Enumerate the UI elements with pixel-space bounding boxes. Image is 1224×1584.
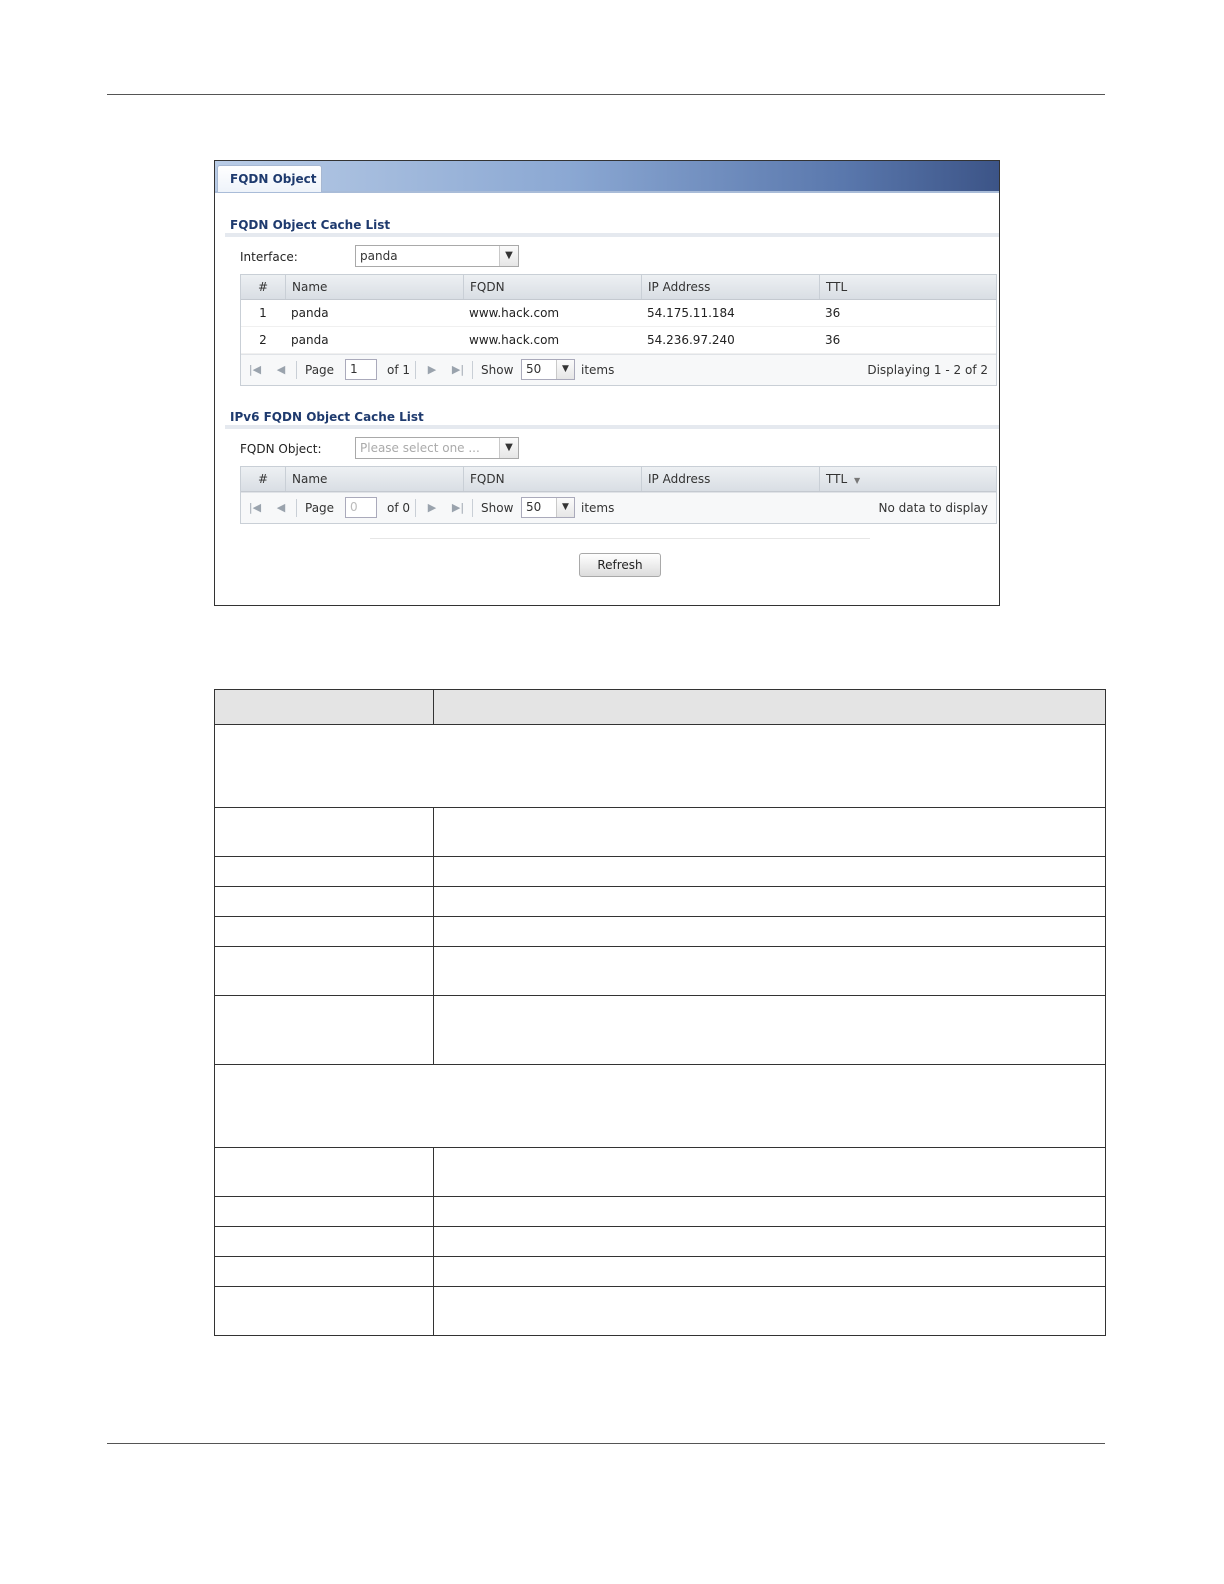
table-row xyxy=(215,1227,1106,1257)
interface-select-value: panda xyxy=(360,249,398,263)
row-ip-address: 54.236.97.240 xyxy=(647,333,735,347)
tab-fqdn-object[interactable]: FQDN Object xyxy=(217,165,322,192)
items-label: items xyxy=(581,501,615,515)
ipv6-fqdn-cache-list-title: IPv6 FQDN Object Cache List xyxy=(230,410,424,424)
first-page-icon[interactable]: |◀ xyxy=(248,363,262,376)
section-divider xyxy=(225,233,999,237)
column-header-fqdn[interactable]: FQDN xyxy=(463,275,641,299)
show-label: Show xyxy=(481,501,514,515)
fqdn-object-panel xyxy=(214,160,1000,606)
pager-separator xyxy=(415,361,416,379)
table-cell xyxy=(215,947,434,996)
refresh-button[interactable]: Refresh xyxy=(579,553,661,577)
table-cell xyxy=(434,857,1106,887)
table-cell xyxy=(215,725,1106,808)
show-label: Show xyxy=(481,363,514,377)
chevron-down-icon[interactable]: ▼ xyxy=(556,360,574,379)
row-fqdn: www.hack.com xyxy=(469,333,560,347)
row-number: 2 xyxy=(259,333,267,347)
table-header xyxy=(241,467,996,492)
row-ttl: 36 xyxy=(825,333,841,347)
table-row xyxy=(215,808,1106,857)
fqdn-object-select[interactable] xyxy=(355,437,519,459)
page-number-input[interactable]: 0 xyxy=(345,497,377,518)
interface-select[interactable] xyxy=(355,245,519,267)
table-cell xyxy=(215,1197,434,1227)
column-header-ttl-label: TTL xyxy=(826,472,848,486)
table-cell xyxy=(434,917,1106,947)
table-row xyxy=(215,725,1106,808)
table-row xyxy=(215,1287,1106,1336)
table-cell xyxy=(215,1287,434,1336)
footer-rule xyxy=(107,1443,1105,1444)
table-cell xyxy=(434,996,1106,1065)
column-header-number[interactable]: # xyxy=(257,472,269,486)
prev-page-icon[interactable]: ◀ xyxy=(276,363,286,376)
column-header-ttl[interactable] xyxy=(819,467,996,491)
pagination-bar xyxy=(241,492,996,523)
table-row xyxy=(215,857,1106,887)
table-cell xyxy=(434,1227,1106,1257)
row-ttl: 36 xyxy=(825,306,841,320)
content-divider xyxy=(370,538,870,539)
page-count-label: of 0 xyxy=(387,501,411,515)
pager-separator xyxy=(296,499,297,517)
column-header-ip-address[interactable]: IP Address xyxy=(641,275,819,299)
first-page-icon[interactable]: |◀ xyxy=(248,501,262,514)
fqdn-object-placeholder: Please select one ... xyxy=(360,441,480,455)
table-cell xyxy=(215,917,434,947)
pager-separator xyxy=(296,361,297,379)
table-row xyxy=(215,947,1106,996)
sort-descending-icon[interactable]: ▼ xyxy=(853,476,861,485)
page-label: Page xyxy=(305,501,335,515)
page-size-value: 50 xyxy=(526,362,542,376)
table-cell xyxy=(215,996,434,1065)
page-size-select[interactable] xyxy=(521,359,575,380)
table-cell xyxy=(215,1257,434,1287)
table-row[interactable] xyxy=(241,300,996,327)
page-size-value: 50 xyxy=(526,500,542,514)
table-cell xyxy=(434,1148,1106,1197)
interface-label: Interface: xyxy=(240,250,298,264)
table-header-cell xyxy=(434,690,1106,725)
chevron-down-icon[interactable]: ▼ xyxy=(556,498,574,517)
row-name: panda xyxy=(291,306,329,320)
column-header-ip-address[interactable]: IP Address xyxy=(641,467,819,491)
table-cell xyxy=(215,887,434,917)
chevron-down-icon[interactable]: ▼ xyxy=(499,438,518,458)
table-cell xyxy=(434,1257,1106,1287)
column-header-ttl[interactable]: TTL xyxy=(819,275,996,299)
items-label: items xyxy=(581,363,615,377)
next-page-icon[interactable]: ▶ xyxy=(427,501,437,514)
table-cell xyxy=(434,947,1106,996)
table-cell xyxy=(215,1065,1106,1148)
table-header-cell xyxy=(215,690,434,725)
last-page-icon[interactable]: ▶| xyxy=(451,501,465,514)
table-cell xyxy=(215,1227,434,1257)
page-label: Page xyxy=(305,363,335,377)
table-cell xyxy=(215,1148,434,1197)
table-cell xyxy=(434,808,1106,857)
table-row xyxy=(215,1197,1106,1227)
table-row xyxy=(215,1257,1106,1287)
pager-separator xyxy=(415,499,416,517)
pager-separator xyxy=(472,361,473,379)
page-number-input[interactable]: 1 xyxy=(345,359,377,380)
section-divider xyxy=(225,425,999,429)
ipv6-fqdn-cache-table xyxy=(240,466,997,524)
table-row xyxy=(215,1148,1106,1197)
table-header xyxy=(241,275,996,300)
row-name: panda xyxy=(291,333,329,347)
next-page-icon[interactable]: ▶ xyxy=(427,363,437,376)
fqdn-object-label: FQDN Object: xyxy=(240,442,322,456)
pager-status: No data to display xyxy=(878,501,988,515)
fqdn-cache-list-title: FQDN Object Cache List xyxy=(230,218,391,232)
chevron-down-icon[interactable]: ▼ xyxy=(499,246,518,266)
table-row xyxy=(215,887,1106,917)
table-cell xyxy=(434,1197,1106,1227)
row-fqdn: www.hack.com xyxy=(469,306,560,320)
row-ip-address: 54.175.11.184 xyxy=(647,306,735,320)
table-row xyxy=(215,1065,1106,1148)
table-cell xyxy=(215,857,434,887)
field-description-table xyxy=(214,689,1106,1336)
table-row xyxy=(215,996,1106,1065)
fqdn-cache-table xyxy=(240,274,997,386)
last-page-icon[interactable]: ▶| xyxy=(451,363,465,376)
column-header-name[interactable]: Name xyxy=(285,467,463,491)
column-header-name[interactable]: Name xyxy=(285,275,463,299)
column-header-fqdn[interactable]: FQDN xyxy=(463,467,641,491)
pager-separator xyxy=(472,499,473,517)
header-rule xyxy=(107,94,1105,95)
page-size-select[interactable] xyxy=(521,497,575,518)
table-row xyxy=(215,917,1106,947)
table-row[interactable] xyxy=(241,327,996,354)
table-cell xyxy=(215,808,434,857)
pager-status: Displaying 1 - 2 of 2 xyxy=(867,363,988,377)
column-header-number[interactable]: # xyxy=(257,280,269,294)
table-cell xyxy=(434,1287,1106,1336)
page-count-label: of 1 xyxy=(387,363,411,377)
prev-page-icon[interactable]: ◀ xyxy=(276,501,286,514)
table-cell xyxy=(434,887,1106,917)
table-header-row xyxy=(215,690,1106,725)
pagination-bar xyxy=(241,354,996,385)
row-number: 1 xyxy=(259,306,267,320)
tab-bar xyxy=(215,161,999,193)
